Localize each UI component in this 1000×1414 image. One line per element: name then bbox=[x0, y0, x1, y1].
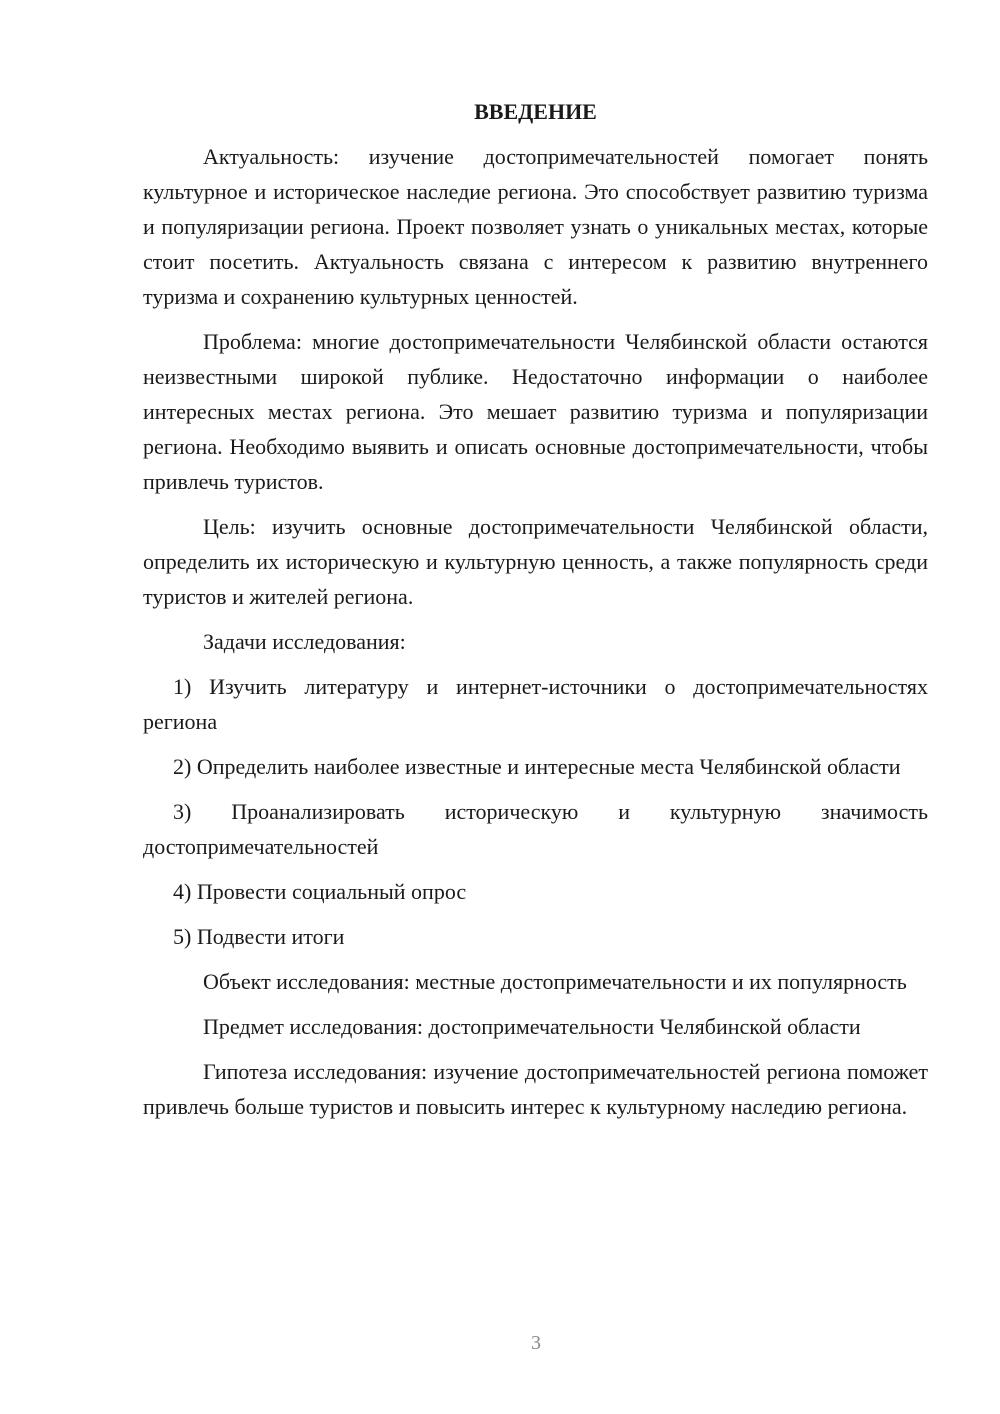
document-body bbox=[143, 94, 928, 1134]
object-paragraph: Объект исследования: местные достопримечательности и их популярность bbox=[203, 969, 907, 994]
tasks-heading: Задачи исследования: bbox=[203, 629, 406, 654]
task-item-4: 4) Провести социальный опрос bbox=[173, 879, 467, 904]
hypothesis-paragraph: Гипотеза исследования: изучение достопримечательностей региона поможет привлечь больше туристов и повысить интерес к культурному наследию региона. bbox=[143, 1059, 928, 1119]
task-item-5: 5) Подвести итоги bbox=[173, 924, 345, 949]
problem-paragraph: Проблема: многие достопримечательности Челябинской области остаются неизвестными широкой публике. Недостаточно информации о наиболее интересных местах региона. Это мешает развитию туризма и популяризации региона. Необходимо выявить и описать основные достопримечательности, чтобы привлечь туристов. bbox=[143, 329, 928, 494]
task-item-3: 3) Проанализировать историческую и культурную значимость достопримечательностей bbox=[143, 799, 928, 859]
page-number: 3 bbox=[531, 1332, 541, 1354]
goal-paragraph: Цель: изучить основные достопримечательности Челябинской области, определить их историческую и культурную ценность, а также популярность среди туристов и жителей региона. bbox=[143, 514, 928, 609]
task-item-1: 1) Изучить литературу и интернет-источники о достопримечательностях региона bbox=[143, 674, 928, 734]
subject-paragraph: Предмет исследования: достопримечательности Челябинской области bbox=[203, 1014, 861, 1039]
page-title: ВВЕДЕНИЕ bbox=[474, 99, 597, 124]
relevance-paragraph: Актуальность: изучение достопримечательностей помогает понять культурное и историческое наследие региона. Это способствует развитию туризма и популяризации региона. Проект позволяет узнать о уникальных местах, которые стоит посетить. Актуальность связана с интересом к развитию внутреннего туризма и сохранению культурных ценностей. bbox=[143, 144, 928, 309]
task-item-2: 2) Определить наиболее известные и интересные места Челябинской области bbox=[173, 754, 901, 779]
